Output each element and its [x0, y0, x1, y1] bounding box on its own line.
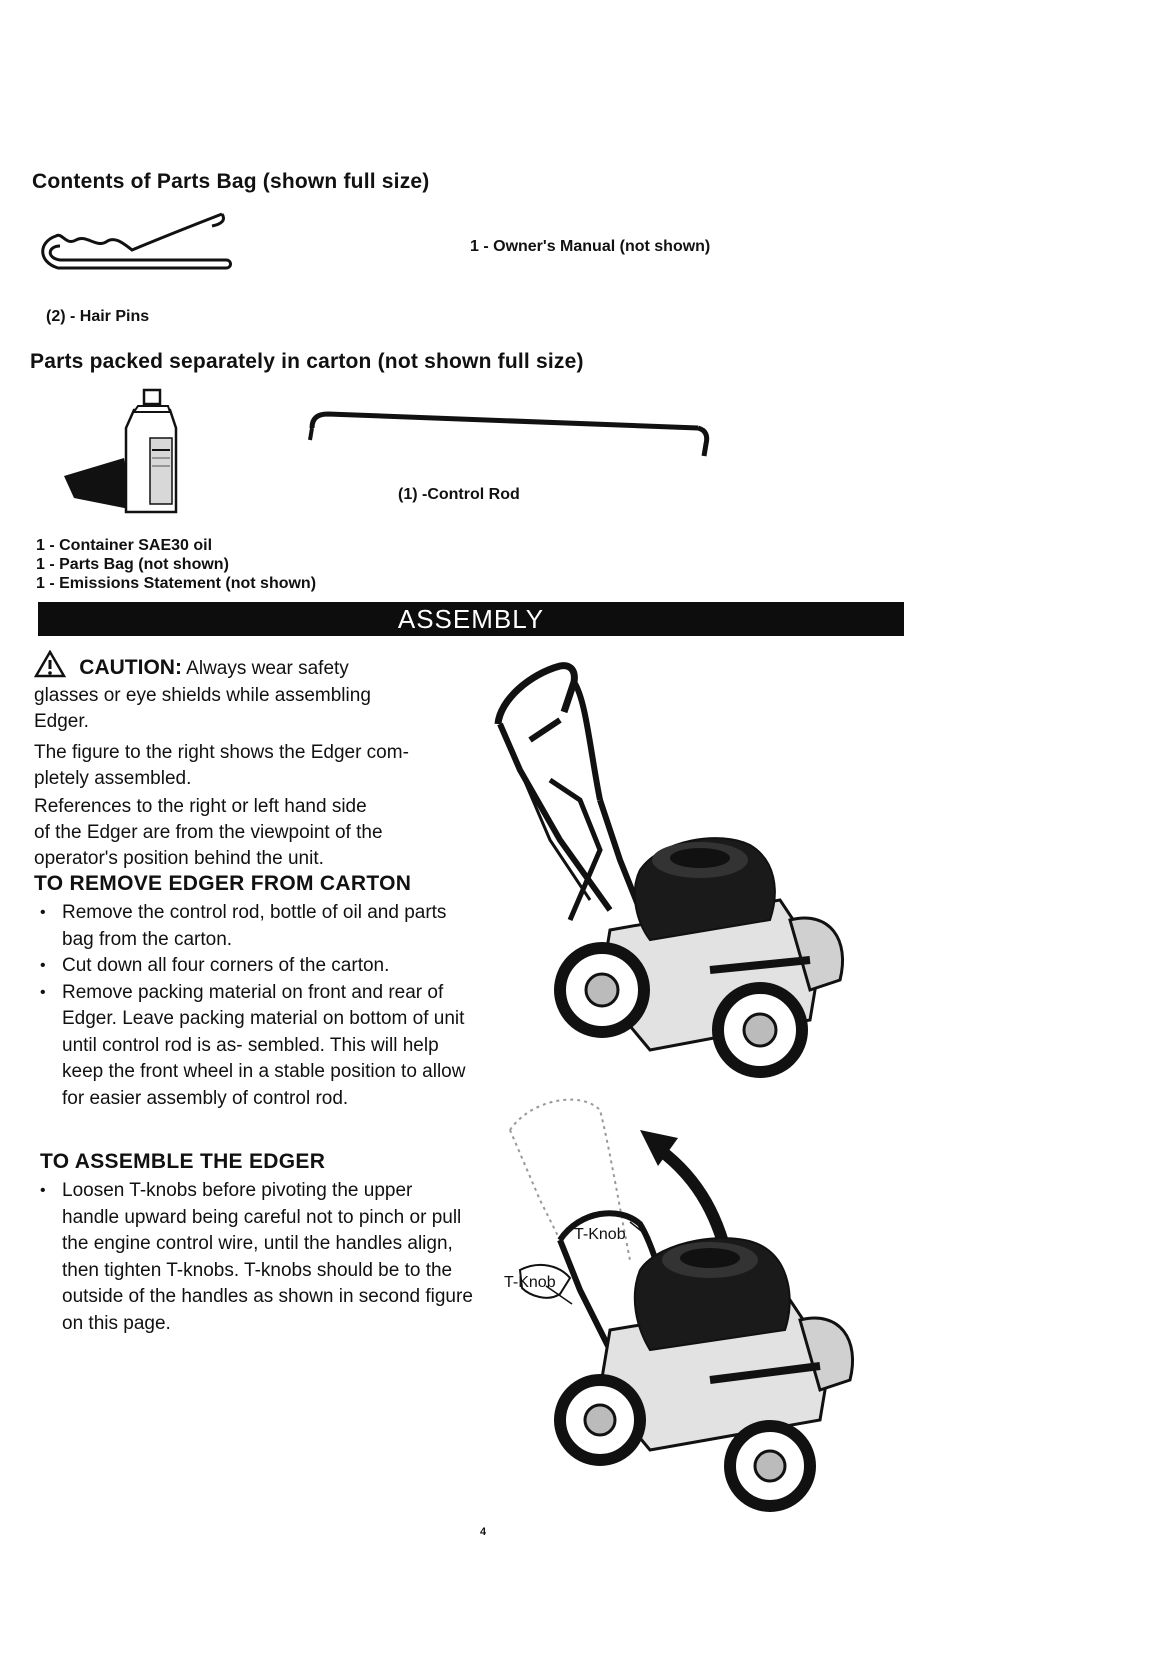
- handle-pivot-figure: [500, 1090, 900, 1550]
- caution-text-1: Always wear safety: [186, 658, 349, 679]
- hair-pins-label: (2) - Hair Pins: [46, 308, 150, 325]
- list-item: • Remove the control rod, bottle of oil and parts bag from the carton.: [40, 902, 447, 950]
- page-number: 4: [480, 1526, 487, 1538]
- carton-item-parts-bag: 1 - Parts Bag (not shown): [36, 556, 229, 573]
- caution-label: CAUTION:: [79, 656, 182, 679]
- carton-item-emissions: 1 - Emissions Statement (not shown): [36, 575, 317, 592]
- remove-section-list: [34, 900, 474, 1112]
- carton-title: Parts packed separately in carton (not shown full size): [30, 350, 584, 373]
- tknob-label-upper: T-Knob: [574, 1226, 626, 1243]
- list-item: • Remove packing material on front and rear of Edger. Leave packing material on bottom of unit until control rod is as- sembled. This will help keep the front wheel in a stable position to allow for easier assembly of control rod.: [40, 981, 466, 1109]
- assemble-section-heading: TO ASSEMBLE THE EDGER: [40, 1150, 326, 1173]
- reference-paragraph: [34, 794, 474, 872]
- owners-manual-label: 1 - Owner's Manual (not shown): [470, 238, 711, 255]
- assembled-edger-figure: [490, 660, 890, 1100]
- assemble-section-list: [34, 1178, 474, 1337]
- assembly-banner: ASSEMBLY: [38, 602, 904, 636]
- carton-item-oil: 1 - Container SAE30 oil: [36, 537, 213, 554]
- intro-line-1: The figure to the right shows the Edger com-: [34, 742, 409, 763]
- caution-text-2: glasses or eye shields while assembling: [34, 685, 371, 706]
- intro-paragraph: [34, 740, 474, 792]
- control-rod-label: (1) -Control Rod: [398, 486, 520, 503]
- tknob-label-lower: T-Knob: [504, 1274, 556, 1291]
- remove-section-heading: TO REMOVE EDGER FROM CARTON: [34, 872, 412, 895]
- control-rod-illustration: [306, 404, 716, 464]
- ref-line-1: References to the right or left hand side: [34, 796, 367, 817]
- carton-items-list: [36, 536, 316, 593]
- list-item: • Cut down all four corners of the carton.: [40, 955, 390, 976]
- oil-bottle-illustration: [64, 388, 194, 518]
- parts-bag-title: Contents of Parts Bag (shown full size): [32, 170, 430, 193]
- ref-line-2: of the Edger are from the viewpoint of the: [34, 822, 383, 843]
- warning-triangle-icon: [34, 650, 66, 678]
- ref-line-3: operator's position behind the unit.: [34, 848, 324, 869]
- caution-block: [34, 650, 474, 735]
- hair-pin-illustration: [36, 212, 248, 276]
- list-item: • Loosen T-knobs before pivoting the upper handle upward being careful not to pinch or pull the engine control wire, until the handles align, then tighten T-knobs. T-knobs should be to the outside of the handles as shown in second figure on this page.: [40, 1180, 473, 1334]
- intro-line-2: pletely assembled.: [34, 768, 192, 789]
- caution-text-3: Edger.: [34, 711, 89, 732]
